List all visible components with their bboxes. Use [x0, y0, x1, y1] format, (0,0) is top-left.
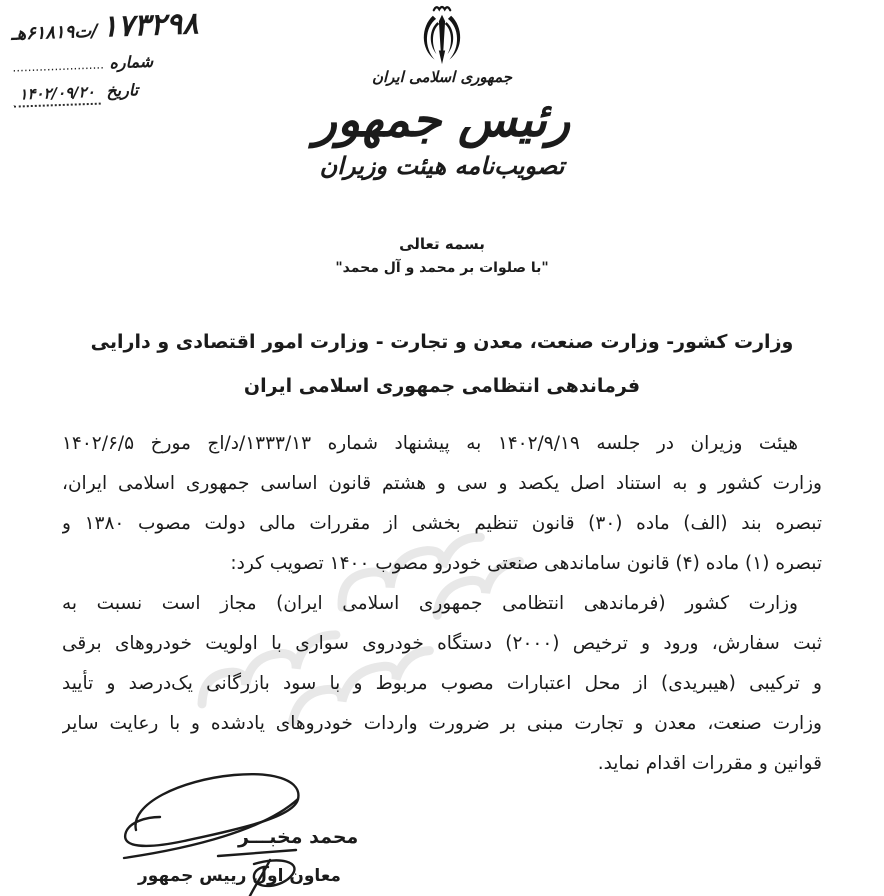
- addressees: [0, 320, 884, 408]
- number-row: [12, 47, 280, 75]
- besmele-line: بسمه تعالی: [399, 235, 485, 253]
- addressee-line-2: فرماندهی انتظامی جمهوری اسلامی ایران: [243, 375, 641, 397]
- body-line: هیئت وزیران در جلسه ۱۴۰۲/۹/۱۹ به پیشنهاد شماره ۱۳۳۳/۱۳/د/اج مورخ ۱۴۰۲/۶/۵: [62, 433, 799, 454]
- addressee-line-1: وزارت کشور- وزارت صنعت، معدن و تجارت - وزارت امور اقتصادی و دارایی: [90, 331, 794, 353]
- paragraph-2: [62, 584, 822, 784]
- salawat-line: "با صلوات بر محمد و آل محمد": [335, 260, 549, 276]
- body-text: [62, 424, 822, 784]
- letterhead: [262, 2, 622, 180]
- body-line: وزارت کشور (فرماندهی انتظامی جمهوری اسلامی ایران) مجاز است نسبت به: [62, 593, 798, 614]
- decree-number-suffix: /ت۶۱۸۱۹هـ: [10, 20, 99, 45]
- decree-number-main: ۱۷۳۲۹۸: [101, 6, 199, 45]
- body-line: تبصره (۱) ماده (۴) قانون ساماندهی صنعتی خودرو مصوب ۱۴۰۰ تصویب کرد:: [230, 553, 822, 574]
- number-dots-leader: ........................: [12, 57, 105, 75]
- body-line: ثبت سفارش، ورود و ترخیص (۲۰۰۰) دستگاه خودروی سواری با اولویت خودروهای برقی: [62, 633, 822, 654]
- reference-block: [10, 3, 281, 103]
- document-type: تصویب‌نامه هیئت وزیران: [319, 151, 565, 180]
- body-line: وزارت کشور و به استناد اصل یکصد و سی و هشتم قانون اساسی جمهوری اسلامی ایران،: [62, 473, 822, 494]
- body-line: و ترکیبی (هیبریدی) از محل اعتبارات مصوب مربوط و با سود بازرگانی یک‌درصد و تأیید: [62, 673, 822, 694]
- body-line: تبصره بند (الف) ماده (۳۰) قانون تنظیم بخشی از مقررات مالی دولت مصوب ۱۳۸۰ و: [62, 513, 822, 534]
- signature-block: [96, 766, 376, 896]
- date-label: تاریخ: [105, 80, 139, 101]
- date-row: [13, 75, 281, 103]
- number-label: شماره: [109, 51, 154, 73]
- body-line: وزارت صنعت، معدن و تجارت مبنی بر ضرورت واردات خودروهای یادشده و با رعایت سایر: [62, 713, 822, 734]
- office-title: رئیس جمهور: [313, 92, 571, 148]
- date-value: ۱۴۰۲/۰۹/۲۰: [13, 83, 101, 108]
- decree-number: [10, 3, 279, 47]
- signer-title: معاون اول رییس جمهور: [138, 866, 341, 886]
- signer-name: محمد مخبـــر: [238, 826, 359, 848]
- body-line: قوانین و مقررات اقدام نماید.: [597, 753, 822, 774]
- iran-emblem-icon: [414, 2, 470, 66]
- republic-line: جمهوری اسلامی ایران: [371, 68, 513, 86]
- paragraph-1: [62, 424, 822, 584]
- invocation: [0, 232, 884, 280]
